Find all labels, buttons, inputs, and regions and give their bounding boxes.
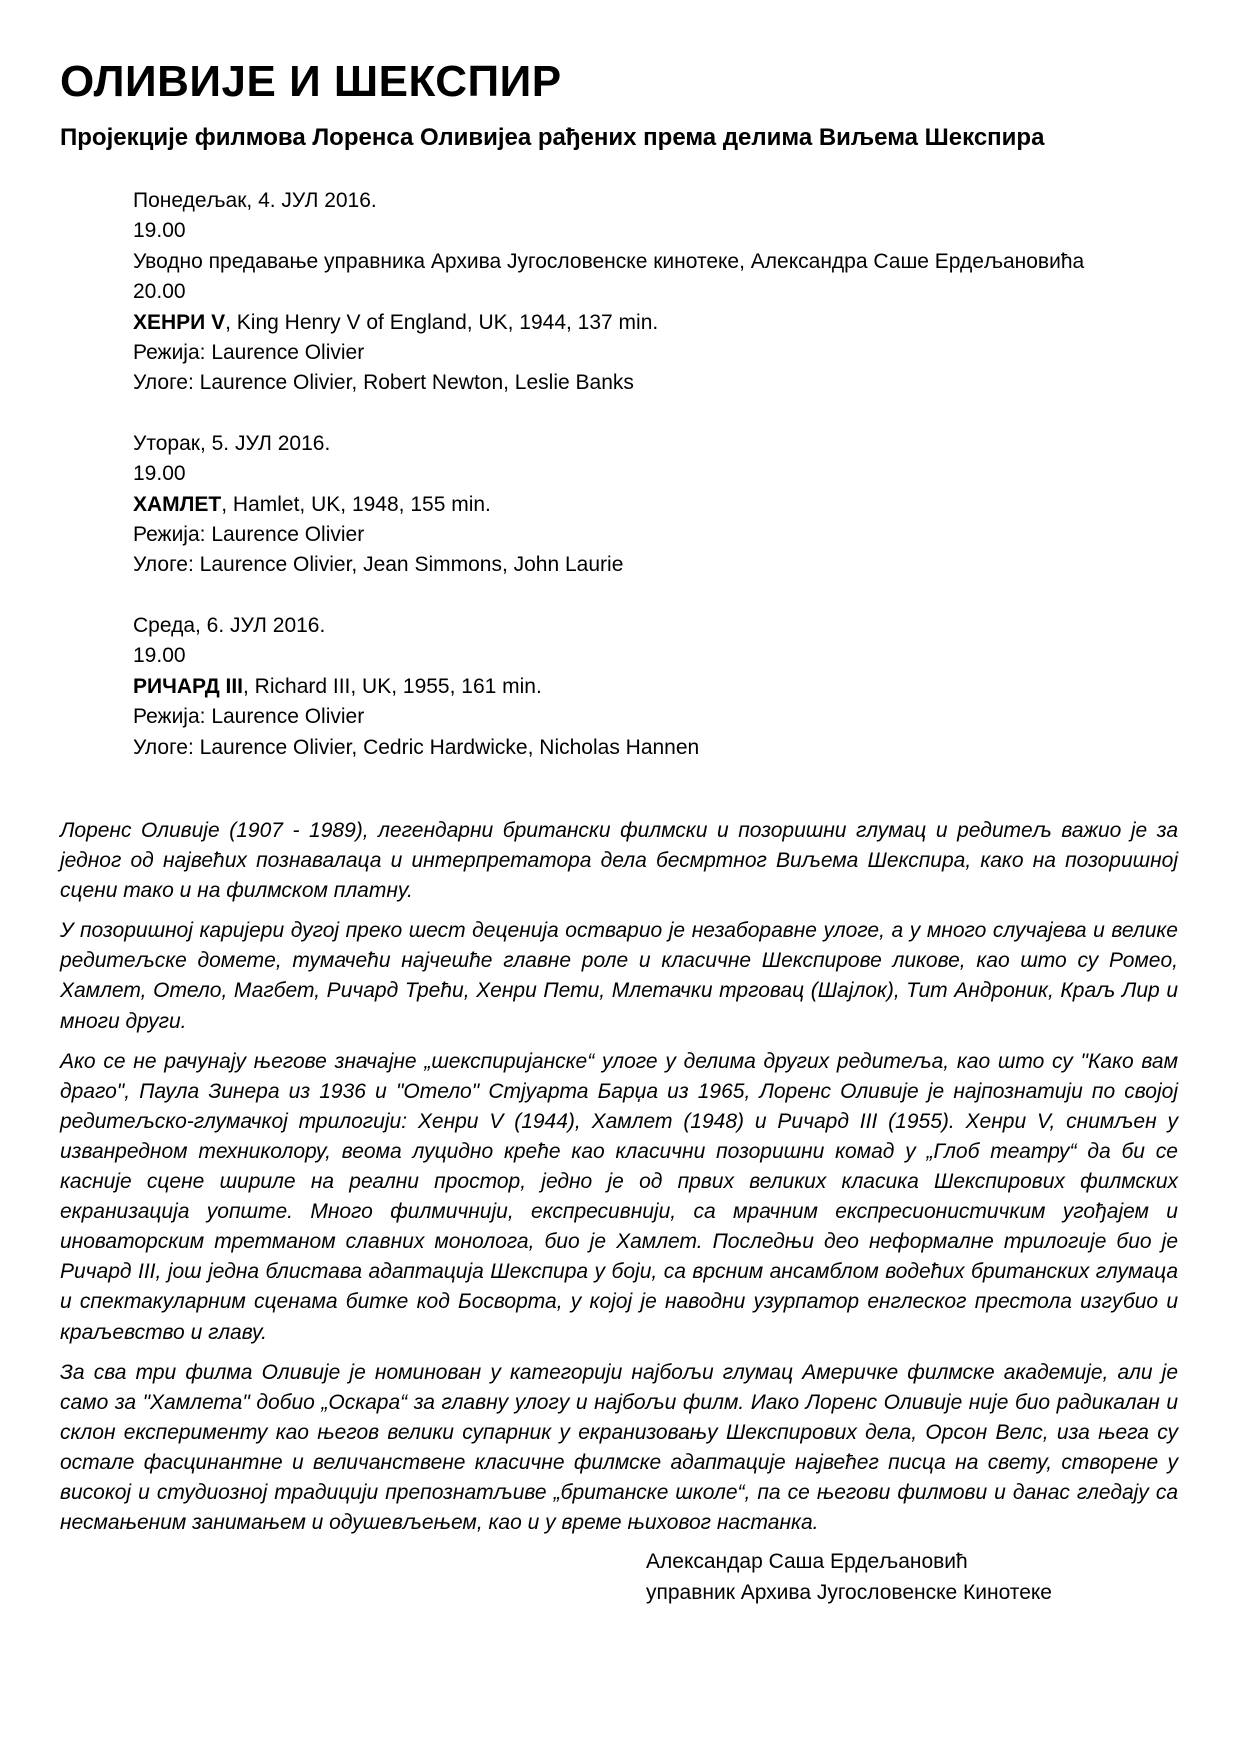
film-entry	[133, 490, 1193, 520]
intro-time: 19.00	[133, 219, 186, 243]
intro-lecture: Уводно предавање управника Архива Југословенске кинотеке, Александра Саше Ердељановића	[133, 249, 1085, 273]
page-title: ОЛИВИЈЕ И ШЕКСПИР	[60, 57, 562, 106]
essay-paragraph: Лоренс Оливије (1907 - 1989), легендарни британски филмски и позоришни глумац и редитељ важио је за једног од највећих познавалаца и интерпретатора дела бесмртног Виљема Шекспира, како на позоришној сцени тако и на филмском платну.	[60, 819, 1178, 903]
signature-name: Александар Саша Ердељановић	[646, 1550, 968, 1573]
film-entry	[133, 672, 1193, 702]
film-director: Режија: Laurence Olivier	[133, 523, 365, 547]
film-cast: Улоге: Laurence Olivier, Robert Newton, Leslie Banks	[133, 371, 634, 395]
film-info: , King Henry V of England, UK, 1944, 137 min.	[225, 310, 659, 334]
signature-position: управник Архива Југословенске Кинотеке	[646, 1581, 1052, 1604]
schedule-day-wednesday	[133, 611, 1193, 763]
screening-date: Понедељак, 4. ЈУЛ 2016.	[133, 189, 377, 212]
signature-block	[646, 1546, 1052, 1608]
film-director: Режија: Laurence Olivier	[133, 705, 365, 729]
film-info: , Hamlet, UK, 1948, 155 min.	[221, 492, 491, 516]
schedule-day-tuesday	[133, 429, 1193, 581]
film-title: ХАМЛЕТ	[133, 492, 222, 516]
film-cast: Улоге: Laurence Olivier, Cedric Hardwicke, Nicholas Hannen	[133, 735, 700, 759]
film-info: , Richard III, UK, 1955, 161 min.	[243, 674, 542, 698]
film-entry	[133, 308, 1193, 338]
page-subtitle: Пројекције филмова Лоренса Оливијеа рађених према делима Виљема Шекспира	[60, 124, 1045, 151]
film-time: 19.00	[133, 462, 186, 486]
screening-date: Среда, 6. ЈУЛ 2016.	[133, 613, 326, 637]
film-director: Режија: Laurence Olivier	[133, 341, 365, 365]
essay-paragraph: За сва три филма Оливије је номинован у категорији најбољи глумац Америчке филмске академије, али је само за "Хамлета" добио „Оскара“ за главну улогу и најбољи филм. Иако Лоренс Оливије није био радикалан и склон експерименту као његов велики супарник у екранизовању Шекспирових дела, Орсон Велс, иза њега су остале фасцинантне и величанствене класичне филмске адаптације највећег писца на свету, створене у високој и студиозној традицији препознатљиве „британске школе“, па се његови филмови и данас гледају са несмањеним занимањем и одушевљењем, као и у време њиховог настанка.	[60, 1360, 1178, 1535]
film-cast: Улоге: Laurence Olivier, Jean Simmons, John Laurie	[133, 553, 624, 577]
film-title: ХЕНРИ V	[133, 310, 226, 334]
essay-paragraph: Ако се не рачунају његове значајне „шекспиријанске“ улоге у делима других редитеља, као што су "Како вам драго", Паула Зинера из 1936 и "Отело" Стјуарта Барџа из 1965, Лоренс Оливије је најпознатији по својој редитељско-глумачкој трилогији: Хенри V (1944), Хамлет (1948) и Ричард III (1955). Хенри V, снимљен у изванредном техниколору, веома луцидно креће као класични позоришни комад у „Глоб театру“ да би се касније сцене шириле на реални простор, једно је од првих великих класика Шекспирових филмских екранизација уопште. Много филмичнији, експресивнији, са мрачним експресионистичким угођајем и иноваторским третманом славних монолога, био је Хамлет. Последњи део неформалне трилогије био је Ричард III, још једна блистава адаптација Шекспира у боји, са врсним ансамблом водећих британских глумаца и спектакуларним сценама битке код Босворта, у којој је наводни узурпатор енглеског престола изгубио и краљевство и главу.	[60, 1049, 1178, 1344]
screening-date: Уторак, 5. ЈУЛ 2016.	[133, 431, 331, 455]
film-title: РИЧАРД III	[133, 674, 244, 698]
film-time: 19.00	[133, 644, 186, 668]
schedule-day-monday	[133, 186, 1193, 399]
essay-body	[60, 816, 1178, 1548]
screening-schedule	[133, 186, 1193, 793]
film-time: 20.00	[133, 280, 186, 304]
essay-paragraph: У позоришној каријери дугој преко шест деценија остварио је незаборавне улоге, а у много случајева и велике редитељске домете, тумачећи најчешће главне роле и класичне Шекспирове ликове, као што су Ромео, Хамлет, Отело, Магбет, Ричард Трећи, Хенри Пети, Млетачки трговац (Шајлок), Тит Андроник, Краљ Лир и многи други.	[60, 919, 1178, 1033]
